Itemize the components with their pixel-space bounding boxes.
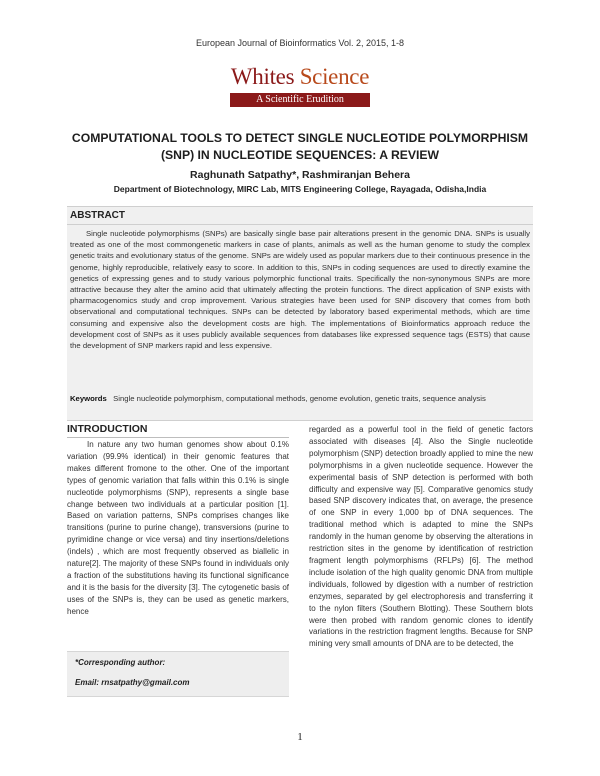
paper-title: COMPUTATIONAL TOOLS TO DETECT SINGLE NUCLEOTIDE POLYMORPHISM (SNP) IN NUCLEOTIDE SEQUENCES: A REVIEW <box>71 131 529 162</box>
corresponding-author-label: *Corresponding author: <box>75 658 166 667</box>
abstract-heading: ABSTRACT <box>70 210 125 221</box>
logo-word-science: Science <box>299 64 370 89</box>
abstract-body: Single nucleotide polymorphisms (SNPs) are basically single base pair alterations present in the genomic DNA. SNPs is usually treated as one of the most commongenetic markers in case of plants, animals as well as the human genome to study the complex genetic traits and evolutionary status of the genome. SNPs are widely used as popular markers due to their continuous presence in the genome, highly reproducible, relatively easy to score. In addition to this, SNPs in coding sequences are used to directly examine the genetics of expressing genes and to study various polymorphic functional traits. Specifically the non-synonymous SNPs are more attractive because they alter the amino acid that ultimately affecting the protein functions. The direct application of SNP exists with pharmacogenomics study and crop improvement. Various strategies have been used for SNP discovery that comes from both observational and computational techniques. SNPs can be detected by laboratory based experimental methods, which are time consuming and expensive also the development costs are high. The implementations of Bioinformatics approach reduce the development cost of SNPs as it uses publicly available sequences from databases like expressed sequence tags (ESTS) that cause the development of SNP markers rapid and less expensive. <box>70 229 530 351</box>
introduction-divider <box>67 437 289 438</box>
body-column-right: regarded as a powerful tool in the field of genetic factors associated with diseases [4]. Also the Single nucleotide polymorphism (SNP) detection broadly applied to mine the new polymorphisms in a given nucleotide sequence. However the experimental basis of SNP detection is performed with both difficulty and expensive way [5]. Comparative genomics study based SNP discovery indicates that, on average, the presence of one SNP in every 1,000 bp of DNA sequences. The traditional method which is adapted to mine the SNPs randomly in the human genome by observing the alterations in restriction sites in the genome by identification of restriction fragment length polymorphisms (RFLPs) [6]. The method include isolation of the high quality genomic DNA from multiple individuals, followed by digestion with a number of restriction enzymes, separated by gel electrophoresis and transferring it to the nylon filters (Southern Blotting). These Southern blots were then probed with random genomic clones to identify variations in the restriction fragment lengths. Because for SNP mining very small amounts of DNA are to be detected, the <box>309 425 533 649</box>
keywords-text: Single nucleotide polymorphism, computational methods, genome evolution, genetic traits, sequence analysis <box>113 394 486 403</box>
logo-word-whites: Whites <box>230 64 295 89</box>
abstract-box <box>67 206 533 421</box>
body-column-left: In nature any two human genomes show about 0.1% variation (99.9% identical) in their genomic features that makes different fromone to the other. One of the important types of genomic variation that falls within this 0.1% is single nucleotide polymorphisms (SNP), represents a single base change between two individuals at a particular position [1]. Based on variation patterns, SNPs comprises changes like transitions (purine to purine change), transversions (purine to pyrimidine change or vice versa) and tiny insertions/deletions (indels) , which are most frequently observed as biallelic in nature[2]. The majority of these SNPs found in individuals only a fraction of the substitutions having its functional significance and it is the basis for the diversity [3]. The cytogenetic basis of uses of the SNPs is, they can be used as genetic markers, hence <box>67 440 289 616</box>
keywords-label: Keywords <box>70 394 107 403</box>
authors: Raghunath Satpathy*, Rashmiranjan Behera <box>190 169 410 181</box>
abstract-divider <box>67 224 533 225</box>
corresponding-author-box <box>67 651 289 697</box>
introduction-heading: INTRODUCTION <box>67 423 148 435</box>
logo-tagline-bar <box>230 93 370 107</box>
keywords <box>70 393 530 404</box>
publisher-logo <box>200 64 400 114</box>
logo-wordmark <box>210 64 390 90</box>
affiliation: Department of Biotechnology, MIRC Lab, MITS Engineering College, Rayagada, Odisha,India <box>113 184 487 194</box>
logo-tagline: A Scientific Erudition <box>256 94 344 105</box>
journal-header: European Journal of Bioinformatics Vol. 2, 2015, 1-8 <box>195 38 405 48</box>
corresponding-author-email[interactable]: Email: rnsatpathy@gmail.com <box>75 678 190 687</box>
page-number: 1 <box>297 731 303 743</box>
